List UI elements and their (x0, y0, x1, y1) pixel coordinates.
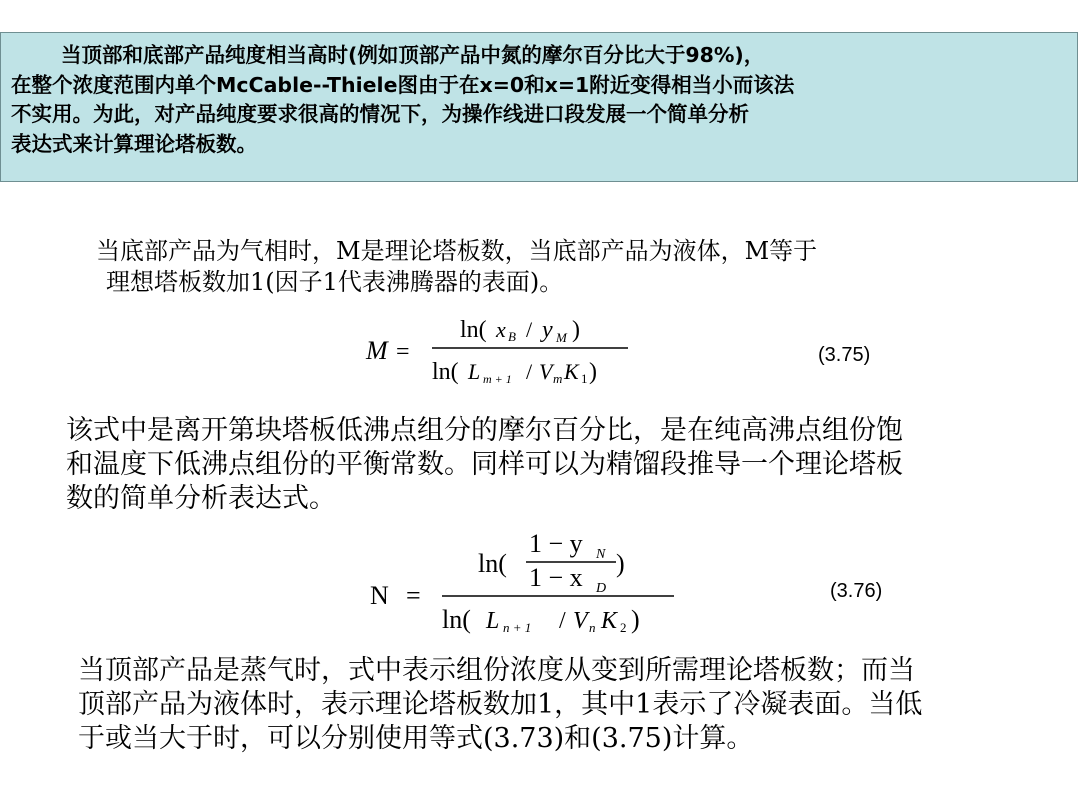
equation-number-3-76: (3.76) (830, 580, 883, 602)
eq2-den-Lsub: n + 1 (503, 620, 532, 635)
equation-number-3-75: (3.75) (818, 344, 871, 366)
paragraph-line: 当底部产品为气相时，M是理论塔板数，当底部产品为液体，M等于 (96, 237, 818, 265)
eq2-den-ln: ln( (442, 605, 471, 634)
eq1-num-ln: ln( (460, 317, 487, 343)
eq1-den-slash: / (526, 359, 533, 384)
paragraph-line: 顶部产品为液体时，表示理论塔板数加1，其中1表示了冷凝表面。当低 (78, 689, 923, 720)
equation-3-76 (366, 524, 686, 647)
eq2-den-V: V (573, 608, 588, 634)
eq2-inner-num-sub: N (596, 547, 606, 562)
equation-3-75-svg (360, 312, 650, 388)
eq1-den-close: ) (589, 359, 597, 385)
eq1-den-Ksub: 1 (581, 371, 588, 386)
paragraph-bottom-product (96, 236, 817, 298)
eq2-lhs: N (370, 581, 389, 610)
eq2-inner-den: 1 − x (529, 563, 583, 592)
eq1-den-ln: ln( (432, 359, 459, 385)
equation-3-75 (360, 312, 650, 393)
highlight-text-box (0, 32, 1078, 182)
eq2-den-Vsub: n (589, 620, 596, 635)
eq2-den-slash: / (559, 608, 566, 634)
eq1-den-K: K (564, 359, 579, 384)
paragraph-line: 数的简单分析表达式。 (66, 483, 336, 514)
eq2-inner-num: 1 − y (529, 529, 583, 558)
paragraph-explanation (66, 414, 903, 516)
eq1-num-close: ) (572, 317, 580, 343)
eq1-num-x: x (496, 317, 506, 342)
eq2-inner-den-sub: D (596, 581, 607, 596)
header-line: 表达式来计算理论塔板数。 (11, 131, 257, 156)
eq2-equals: = (406, 581, 421, 610)
eq1-lhs: M (366, 336, 388, 365)
eq1-den-L: L (468, 359, 481, 384)
header-line: 在整个浓度范围内单个McCable--Thiele图由于在x=0和x=1附近变得相当小而该法 (11, 72, 795, 97)
eq2-ln-close: ) (616, 549, 625, 578)
eq1-num-xsub: B (508, 329, 516, 344)
eq1-den-V: V (539, 359, 553, 384)
eq1-den-Lsub: m + 1 (483, 372, 512, 386)
paragraph-line: 该式中是离开第块塔板低沸点组分的摩尔百分比，是在纯高沸点组份饱 (66, 415, 903, 446)
paragraph-line: 当顶部产品是蒸气时，式中表示组份浓度从变到所需理论塔板数；而当 (78, 655, 915, 686)
eq2-den-K: K (601, 608, 618, 634)
eq1-num-ysub: M (556, 330, 567, 345)
eq1-equals: = (396, 339, 410, 365)
eq1-num-y: y (542, 317, 553, 343)
eq2-den-close: ) (631, 605, 640, 634)
eq1-den-Vsub: m (553, 371, 563, 386)
eq2-den-Ksub: 2 (620, 620, 627, 635)
paragraph-top-product (78, 654, 922, 756)
paragraph-line: 理想塔板数加1(因子1代表沸腾器的表面)。 (106, 268, 564, 296)
eq2-den-L: L (486, 608, 500, 634)
paragraph-line: 和温度下低沸点组份的平衡常数。同样可以为精馏段推导一个理论塔板 (66, 449, 903, 480)
header-line: 当顶部和底部产品纯度相当高时(例如顶部产品中氮的摩尔百分比大于98%)， (61, 43, 765, 67)
eq1-num-slash: / (526, 317, 533, 342)
paragraph-line: 于或当大于时，可以分别使用等式(3.73)和(3.75)计算。 (78, 723, 754, 754)
header-line: 不实用。为此，对产品纯度要求很高的情况下，为操作线进口段发展一个简单分析 (11, 102, 749, 126)
equation-3-76-svg (366, 524, 686, 642)
eq2-ln-open: ln( (478, 549, 507, 578)
